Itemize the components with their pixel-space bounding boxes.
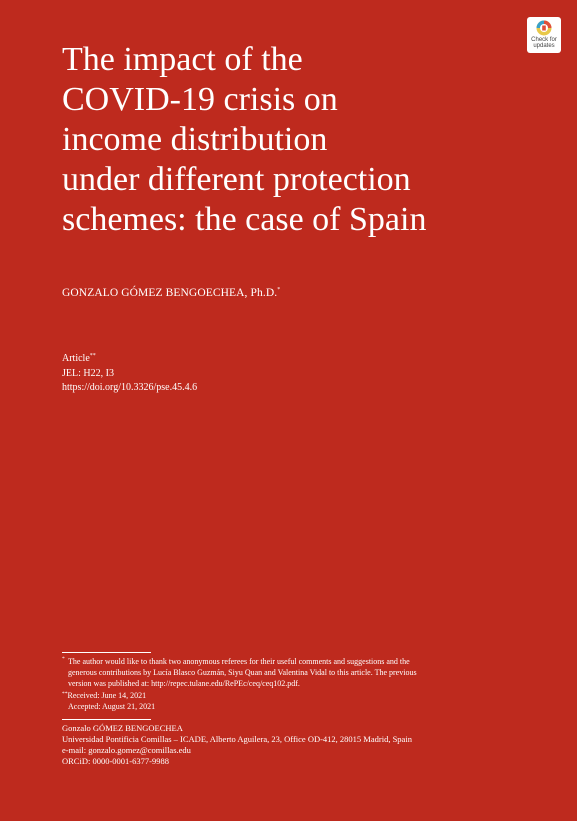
doi-link[interactable]: https://doi.org/10.3326/pse.45.4.6 xyxy=(62,382,198,393)
footnote-divider xyxy=(62,652,151,653)
article-footnote-mark[interactable]: ** xyxy=(89,353,96,359)
footnote-mark: * xyxy=(62,656,65,662)
address-author-name: Gonzalo GÓMEZ BENGOECHEA xyxy=(62,723,183,733)
check-for-updates-label xyxy=(527,37,561,49)
footnote-acknowledgement xyxy=(62,656,522,689)
title-line: schemes: the case of Spain xyxy=(62,201,427,238)
author-name: GONZALO GÓMEZ BENGOECHEA, Ph.D. xyxy=(62,287,278,299)
address-divider xyxy=(62,719,151,720)
article-metadata xyxy=(62,349,197,396)
accepted-date: Accepted: August 21, 2021 xyxy=(68,702,156,711)
article-type-line xyxy=(62,349,197,367)
received-date-line xyxy=(62,689,522,701)
footnote-text-line: The author would like to thank two anonymous referees for their useful comments and suggestions and the xyxy=(68,657,410,666)
badge-text-line-1: Check for xyxy=(531,37,557,43)
author-line xyxy=(62,287,280,299)
footnote-mark: ** xyxy=(62,691,68,697)
title-line: The impact of the xyxy=(62,41,303,78)
author-orcid[interactable]: ORCiD: 0000-0001-6377-9988 xyxy=(62,756,169,766)
check-for-updates-icon xyxy=(536,20,552,36)
author-email[interactable]: e-mail: gonzalo.gomez@comillas.edu xyxy=(62,745,191,755)
footnote-text-line: generous contributions by Lucía Blasco Guzmán, Siyu Quan and Valentina Vidal to this article. The previous xyxy=(68,668,417,677)
author-footnote-mark[interactable]: * xyxy=(277,287,281,293)
article-type: Article xyxy=(62,353,90,364)
article-title xyxy=(62,40,502,240)
check-for-updates-badge[interactable] xyxy=(527,17,561,53)
badge-text-line-2: updates xyxy=(533,43,555,49)
author-address xyxy=(62,723,532,767)
received-date: Received: June 14, 2021 xyxy=(67,691,147,700)
footnotes xyxy=(62,656,522,712)
title-line: COVID-19 crisis on xyxy=(62,81,338,118)
jel-codes: JEL: H22, I3 xyxy=(62,367,114,379)
footnote-text-line: version was published at: http://repec.tulane.edu/RePEc/ceq/ceq102.pdf. xyxy=(68,679,300,688)
footnote-dates xyxy=(62,689,522,712)
author-affiliation: Universidad Pontificia Comillas – ICADE, Alberto Aguilera, 23, Office OD-412, 28015 Madrid, Spain xyxy=(62,734,412,744)
title-line: under different protection xyxy=(62,161,411,198)
title-line: income distribution xyxy=(62,121,328,158)
